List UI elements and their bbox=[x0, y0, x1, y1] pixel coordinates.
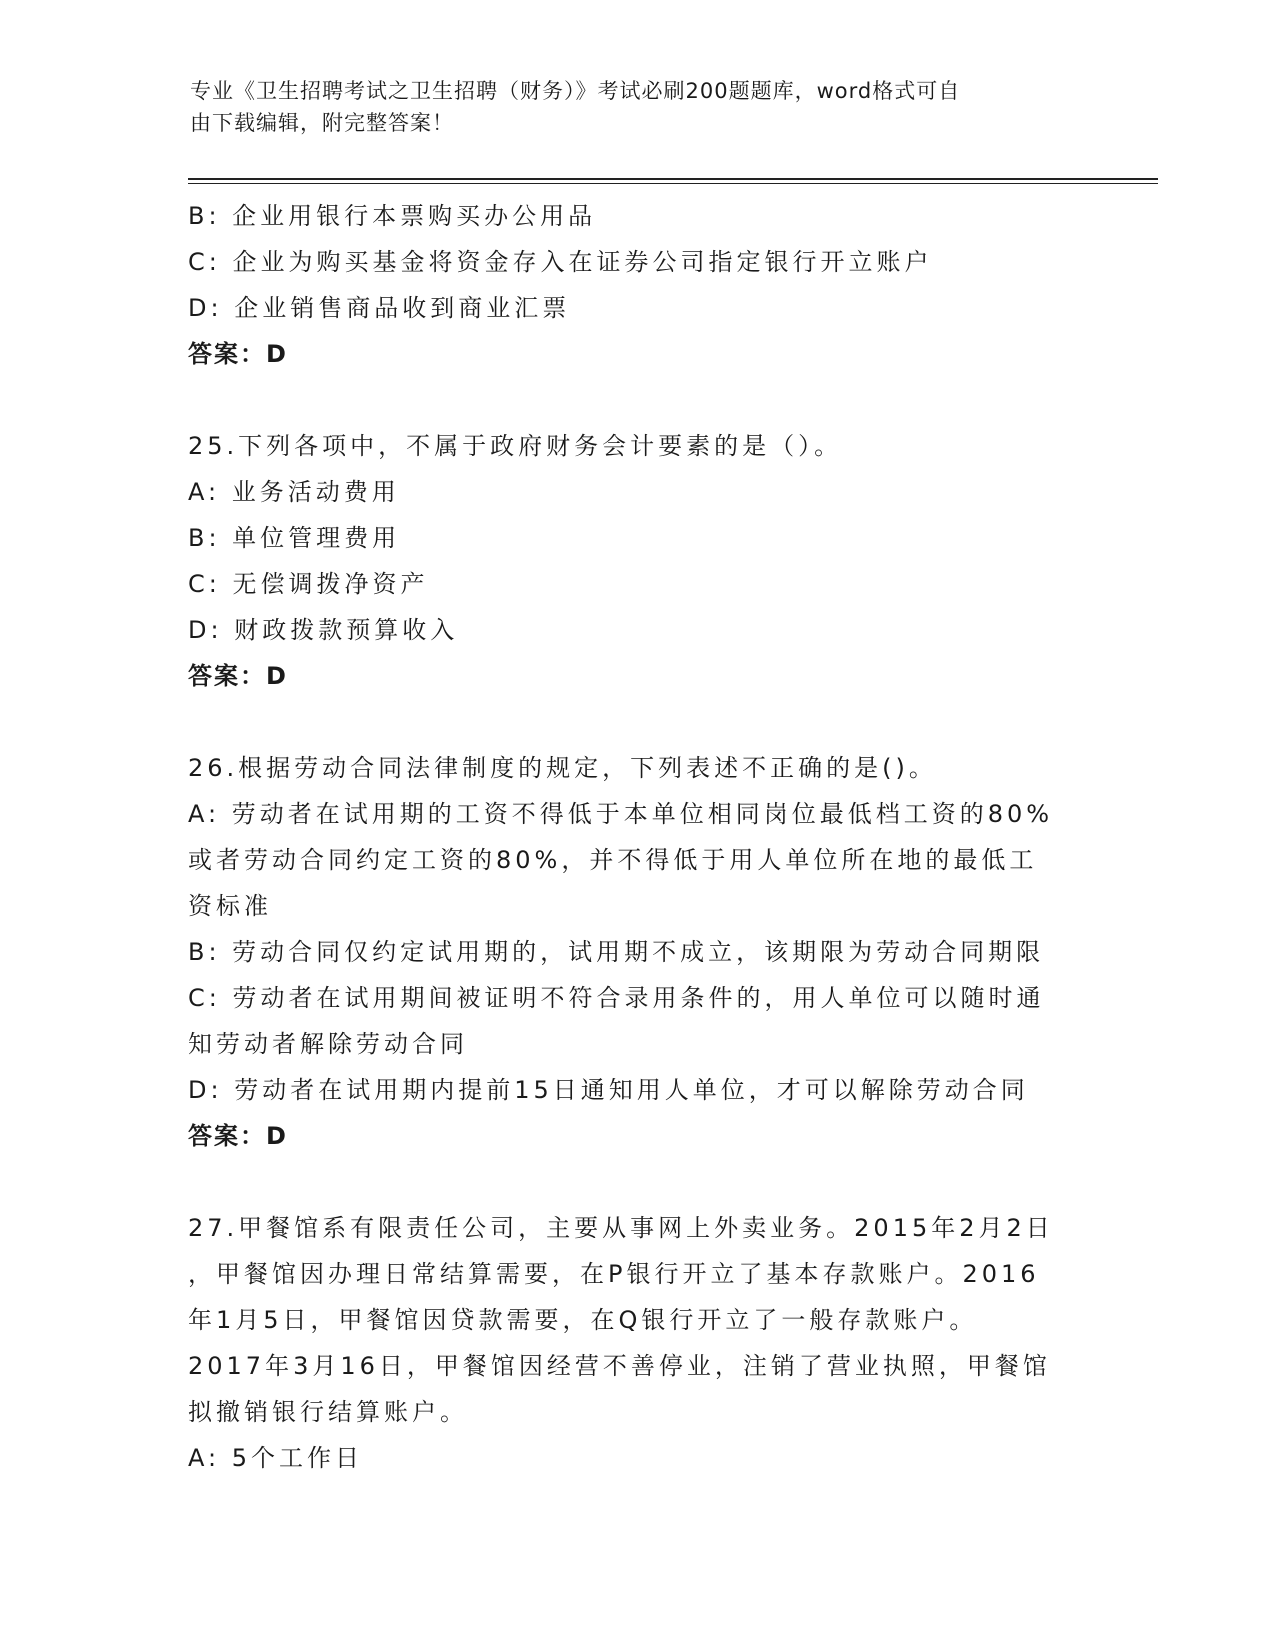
option-a-line-3: 资标准 bbox=[188, 892, 272, 920]
header-line-1: 专业《卫生招聘考试之卫生招聘（财务）》考试必刷200题题库，word格式可自 bbox=[190, 79, 961, 103]
question-stem-27-line-3: 年1月5日，甲餐馆因贷款需要，在Q银行开立了一般存款账户。 bbox=[188, 1306, 978, 1334]
header-divider-thin bbox=[188, 183, 1158, 184]
option-d: D: 财政拨款预算收入 bbox=[188, 616, 459, 644]
question-stem-27-line-4: 2017年3月16日，甲餐馆因经营不善停业，注销了营业执照，甲餐馆 bbox=[188, 1352, 1051, 1380]
option-a-line-2: 或者劳动合同约定工资的80%，并不得低于用人单位所在地的最低工 bbox=[188, 846, 1038, 874]
spacer bbox=[188, 377, 1088, 423]
spacer bbox=[188, 699, 1088, 745]
option-b: B: 企业用银行本票购买办公用品 bbox=[188, 202, 597, 230]
option-c-line-2: 知劳动者解除劳动合同 bbox=[188, 1030, 468, 1058]
question-stem-27-line-2: ，甲餐馆因办理日常结算需要，在P银行开立了基本存款账户。2016 bbox=[188, 1260, 1040, 1288]
option-c: C: 企业为购买基金将资金存入在证券公司指定银行开立账户 bbox=[188, 248, 933, 276]
answer: 答案：D bbox=[188, 340, 288, 368]
option-b: B: 劳动合同仅约定试用期的，试用期不成立，该期限为劳动合同期限 bbox=[188, 938, 1045, 966]
option-d: D: 企业销售商品收到商业汇票 bbox=[188, 294, 571, 322]
option-c: C: 无偿调拨净资产 bbox=[188, 570, 429, 598]
spacer bbox=[188, 1159, 1088, 1205]
document-body bbox=[188, 193, 1088, 1481]
document-header bbox=[190, 75, 1080, 139]
option-a: A: 5个工作日 bbox=[188, 1444, 363, 1472]
option-d: D: 劳动者在试用期内提前15日通知用人单位，才可以解除劳动合同 bbox=[188, 1076, 1029, 1104]
question-stem-25: 25.下列各项中，不属于政府财务会计要素的是（）。 bbox=[188, 432, 843, 460]
option-c-line-1: C: 劳动者在试用期间被证明不符合录用条件的，用人单位可以随时通 bbox=[188, 984, 1045, 1012]
header-divider bbox=[188, 178, 1158, 180]
option-a: A: 业务活动费用 bbox=[188, 478, 400, 506]
option-a-line-1: A: 劳动者在试用期的工资不得低于本单位相同岗位最低档工资的80% bbox=[188, 800, 1054, 828]
question-stem-27-line-5: 拟撤销银行结算账户。 bbox=[188, 1398, 468, 1426]
answer: 答案：D bbox=[188, 1122, 288, 1150]
header-line-2: 由下载编辑，附完整答案！ bbox=[190, 111, 454, 135]
answer: 答案：D bbox=[188, 662, 288, 690]
option-b: B: 单位管理费用 bbox=[188, 524, 401, 552]
question-stem-27-line-1: 27.甲餐馆系有限责任公司，主要从事网上外卖业务。2015年2月2日 bbox=[188, 1214, 1054, 1242]
question-stem-26: 26.根据劳动合同法律制度的规定，下列表述不正确的是()。 bbox=[188, 754, 937, 782]
